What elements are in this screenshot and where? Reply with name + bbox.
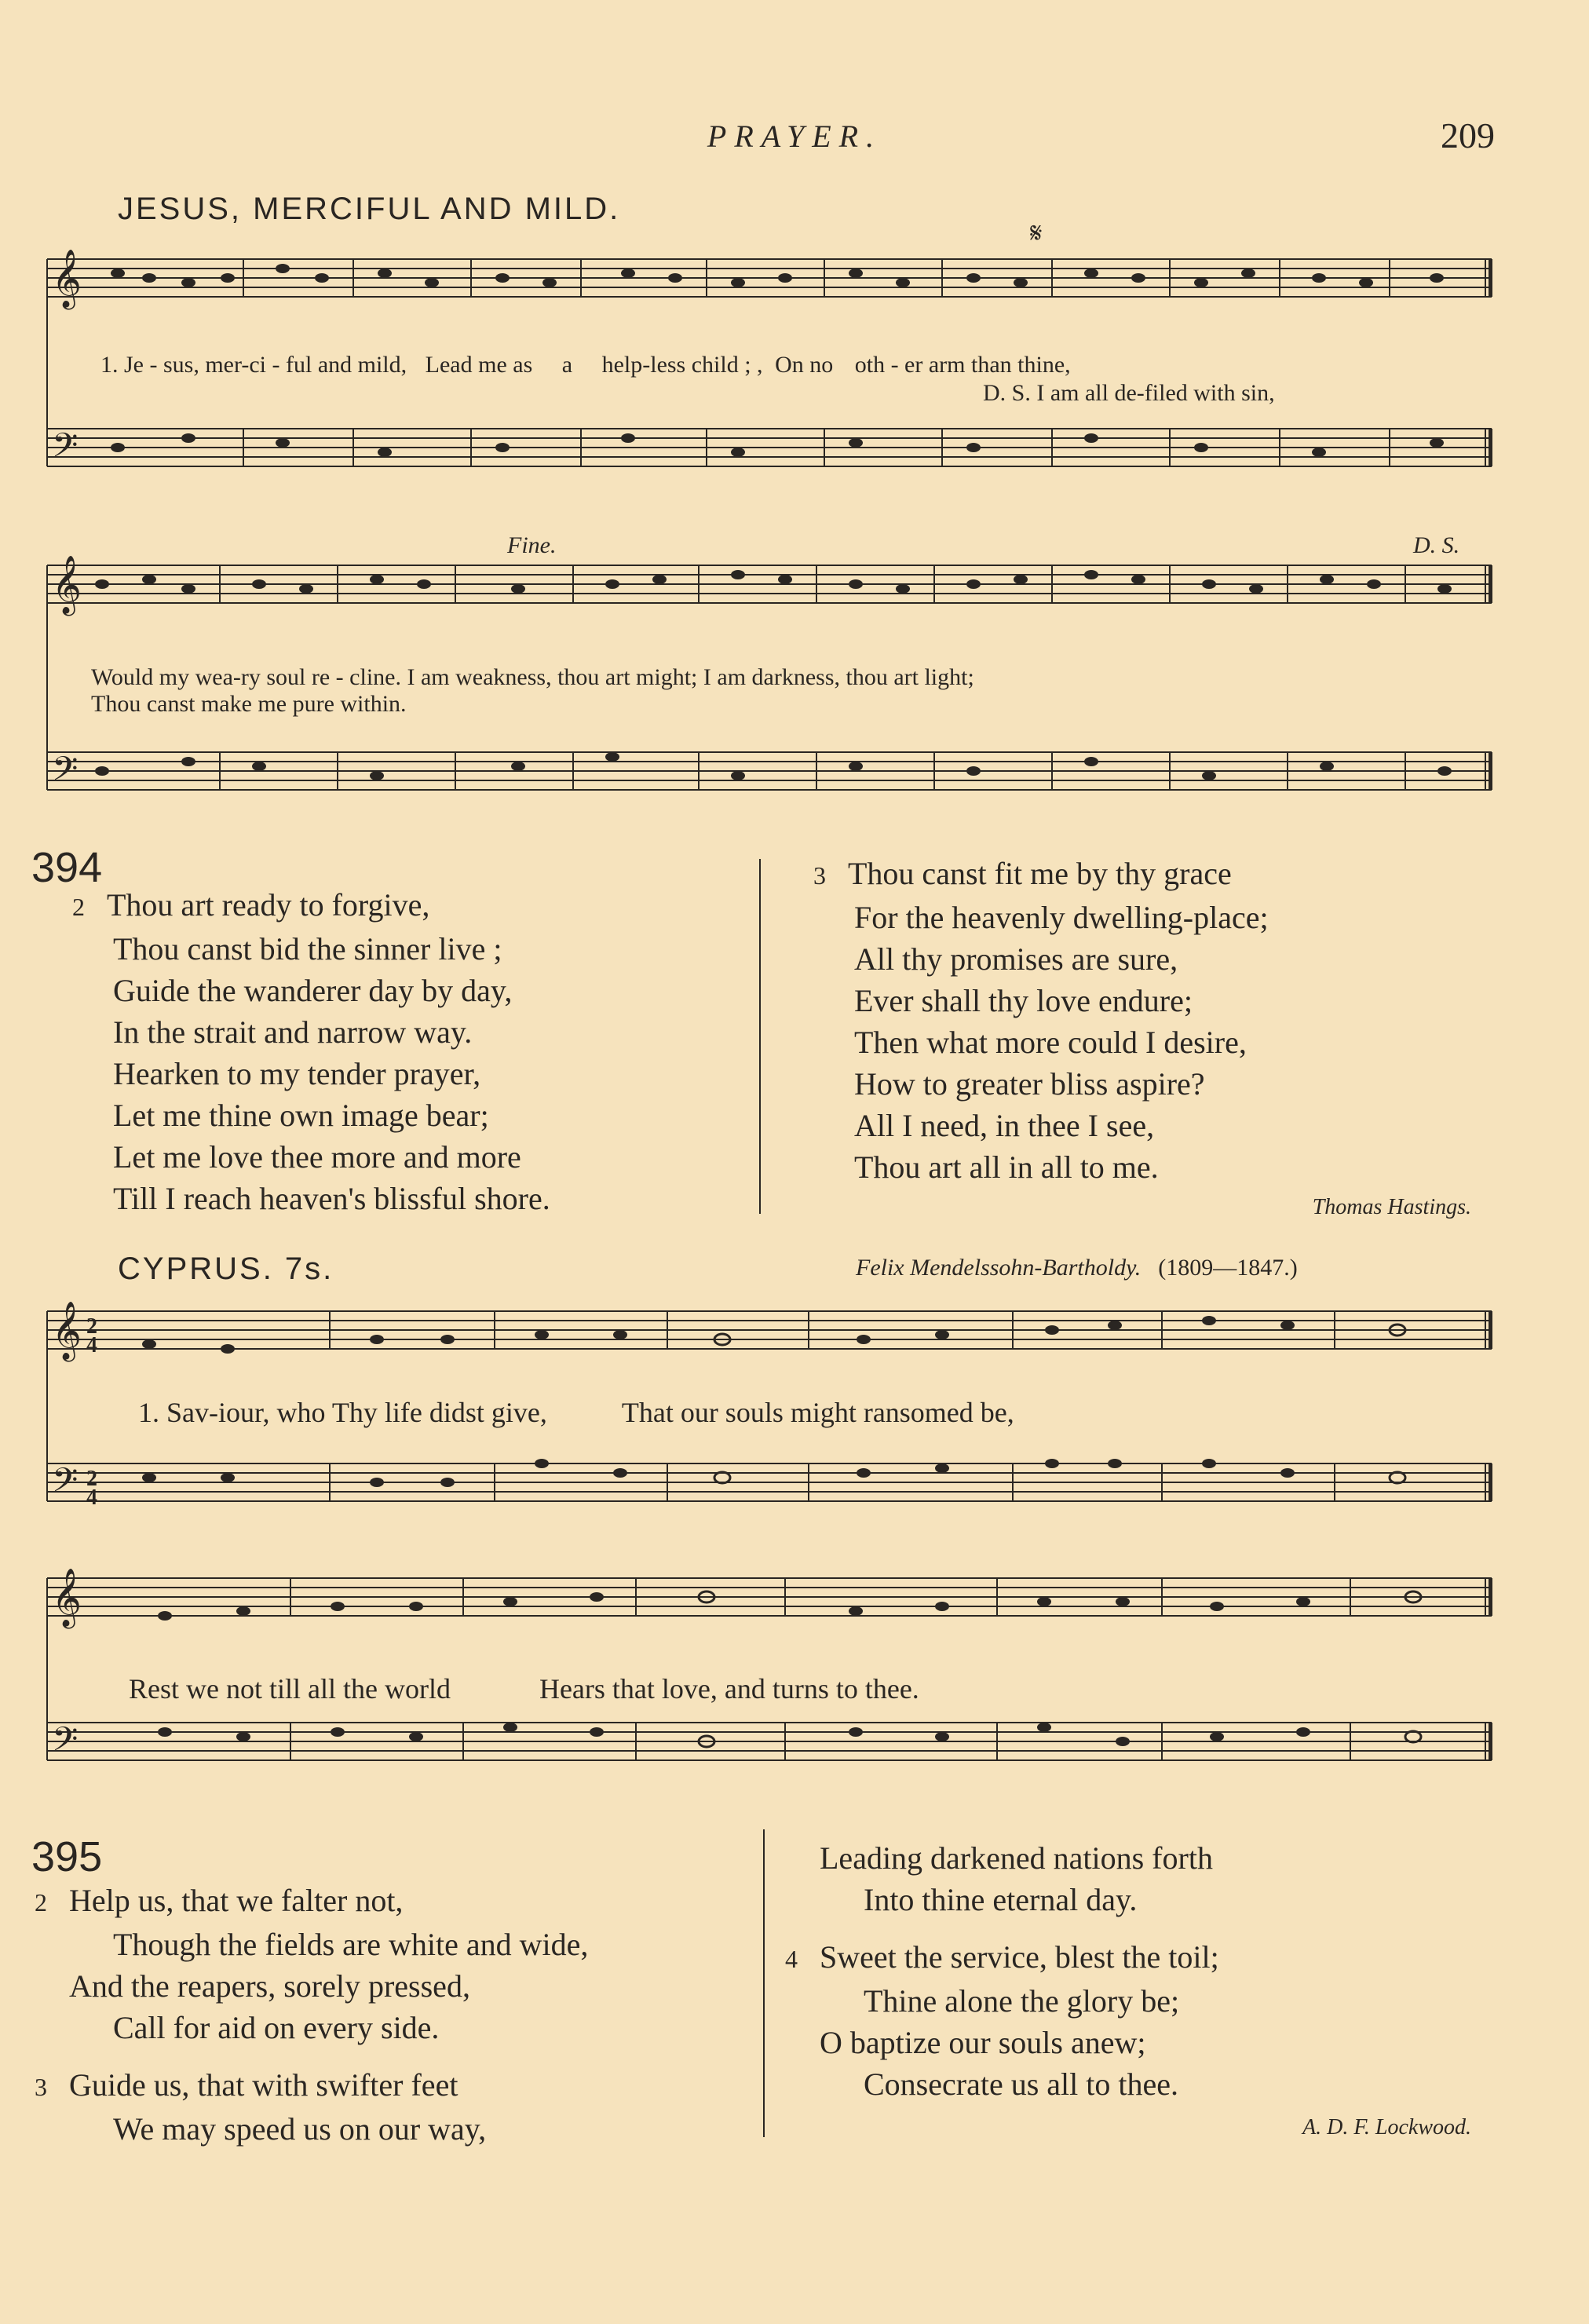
verse-line: All thy promises are sure, <box>854 941 1178 977</box>
svg-text:𝄢: 𝄢 <box>52 1720 79 1767</box>
verse-line: Let me love thee more and more <box>113 1139 521 1175</box>
verse-line <box>785 2063 1219 2105</box>
svg-text:𝄞: 𝄞 <box>52 1569 82 1627</box>
svg-text:4: 4 <box>86 1333 97 1357</box>
lyric-phrase: 1. Je - sus, mer-ci - ful and mild, <box>100 352 407 378</box>
verse-text: Thou art ready to forgive, <box>107 887 430 923</box>
lyrics-394-line1 <box>100 352 1071 378</box>
verse-text: Call for aid on every side. <box>113 2010 440 2045</box>
verse-line: For the heavenly dwelling-place; <box>854 900 1269 935</box>
verse-number: 3 <box>35 2073 47 2101</box>
verse-text: Though the fields are white and wide, <box>113 1927 589 1962</box>
verse-text: Thine alone the glory be; <box>864 1983 1180 2019</box>
ds-mark: D. S. <box>1413 532 1460 558</box>
verse-text: We may speed us on our way, <box>113 2111 487 2147</box>
page-number: 209 <box>1441 115 1495 155</box>
verse-line <box>35 2108 588 2150</box>
verse-line: All I need, in thee I see, <box>854 1108 1155 1143</box>
stanza-394-2 <box>72 884 550 1219</box>
svg-text:𝄢: 𝄢 <box>52 1461 79 1508</box>
lyrics-395-line1 <box>138 1396 1014 1429</box>
stanza-395-col2 <box>785 1837 1219 2105</box>
lyric-phrase: help-less child ; , <box>601 352 763 378</box>
verse-line <box>785 1879 1219 1920</box>
svg-text:4: 4 <box>86 1485 97 1510</box>
verse-line <box>785 1837 1219 1879</box>
verse-text: Guide us, that with swifter feet <box>69 2067 458 2103</box>
verse-line <box>72 884 550 928</box>
lyric-phrase: oth - er arm than thine, <box>854 352 1071 378</box>
verse-number: 3 <box>813 861 826 890</box>
svg-text:𝄢: 𝄢 <box>52 426 79 473</box>
verse-line: Then what more could I desire, <box>854 1025 1247 1060</box>
svg-text:𝄞: 𝄞 <box>52 556 82 614</box>
verse-line: Thou art all in all to me. <box>854 1149 1159 1185</box>
column-divider <box>759 859 761 1214</box>
author-394: Thomas Hastings. <box>1312 1195 1471 1219</box>
verse-number: 2 <box>72 893 85 921</box>
lyric-phrase: a <box>561 352 573 378</box>
verse-line <box>35 2007 588 2048</box>
verse-number: 4 <box>785 1945 798 1973</box>
lyrics-394-ds-line: D. S. I am all de-filed with sin, <box>983 380 1275 406</box>
composer-line <box>856 1255 1298 1281</box>
svg-text:2: 2 <box>86 1314 97 1339</box>
verse-line <box>35 1965 588 2007</box>
lyric-phrase: Hears that love, and turns to thee. <box>539 1673 919 1705</box>
verse-line <box>35 1880 588 1924</box>
lyric-phrase: On no <box>775 352 834 378</box>
verse-line: Ever shall thy love endure; <box>854 983 1193 1018</box>
verse-line <box>35 2064 588 2108</box>
verse-text: Help us, that we falter not, <box>69 1883 404 1918</box>
segno-mark: 𝄋 <box>1030 217 1043 249</box>
verse-text: Leading darkened nations forth <box>820 1840 1213 1876</box>
author-395: A. D. F. Lockwood. <box>1302 2115 1471 2139</box>
verse-line <box>813 853 1269 897</box>
column-divider <box>763 1829 765 2137</box>
lyrics-394-line2: Would my wea-ry soul re - cline. I am weakness, thou art might; I am darkness, thou art light; <box>91 664 974 690</box>
staff-system-394-1 <box>31 243 1507 534</box>
composer: Felix Mendelssohn-Bartholdy. <box>856 1255 1142 1281</box>
tune-title-395: CYPRUS. 7s. <box>118 1252 334 1286</box>
lyrics-395-line2 <box>129 1672 919 1705</box>
verse-text: And the reapers, sorely pressed, <box>69 1968 470 2004</box>
svg-text:2: 2 <box>86 1467 97 1491</box>
hymn-number-395: 395 <box>31 1833 103 1880</box>
verse-line: Let me thine own image bear; <box>113 1098 489 1133</box>
svg-text:𝄞: 𝄞 <box>52 1302 82 1360</box>
lyric-phrase: 1. Sav-iour, who Thy life didst give, <box>138 1397 547 1428</box>
lyric-phrase: Lead me as <box>425 352 533 378</box>
tune-title-394: JESUS, MERCIFUL AND MILD. <box>118 192 621 226</box>
svg-text:𝄢: 𝄢 <box>52 750 79 797</box>
verse-line: Till I reach heaven's blissful shore. <box>113 1181 550 1216</box>
svg-text:𝄞: 𝄞 <box>52 250 82 308</box>
verse-line: How to greater bliss aspire? <box>854 1066 1205 1102</box>
verse-text: Thou canst fit me by thy grace <box>848 856 1232 891</box>
verse-number: 2 <box>35 1888 47 1917</box>
composer-dates: (1809—1847.) <box>1158 1255 1298 1281</box>
fine-mark: Fine. <box>507 532 557 558</box>
verse-line <box>785 2022 1219 2063</box>
verse-line <box>785 1980 1219 2022</box>
stanza-394-3 <box>813 853 1269 1188</box>
verse-text: Sweet the service, blest the toil; <box>820 1939 1219 1975</box>
verse-line: In the strait and narrow way. <box>113 1014 473 1050</box>
lyric-phrase: Rest we not till all the world <box>129 1673 451 1705</box>
lyric-phrase: That our souls might ransomed be, <box>621 1397 1014 1428</box>
verse-line: Guide the wanderer day by day, <box>113 973 513 1008</box>
running-title: PRAYER. <box>707 119 882 154</box>
lyrics-394-line2b: Thou canst make me pure within. <box>91 691 407 717</box>
verse-line <box>35 1924 588 1965</box>
verse-line: Hearken to my tender prayer, <box>113 1056 481 1091</box>
verse-text: Consecrate us all to thee. <box>864 2066 1178 2102</box>
stanza-395-col1 <box>35 1880 588 2150</box>
verse-text: O baptize our souls anew; <box>820 2025 1146 2060</box>
verse-line <box>785 1936 1219 1980</box>
verse-line: Thou canst bid the sinner live ; <box>113 931 502 967</box>
verse-text: Into thine eternal day. <box>864 1882 1138 1917</box>
hymn-number-394: 394 <box>31 844 103 891</box>
